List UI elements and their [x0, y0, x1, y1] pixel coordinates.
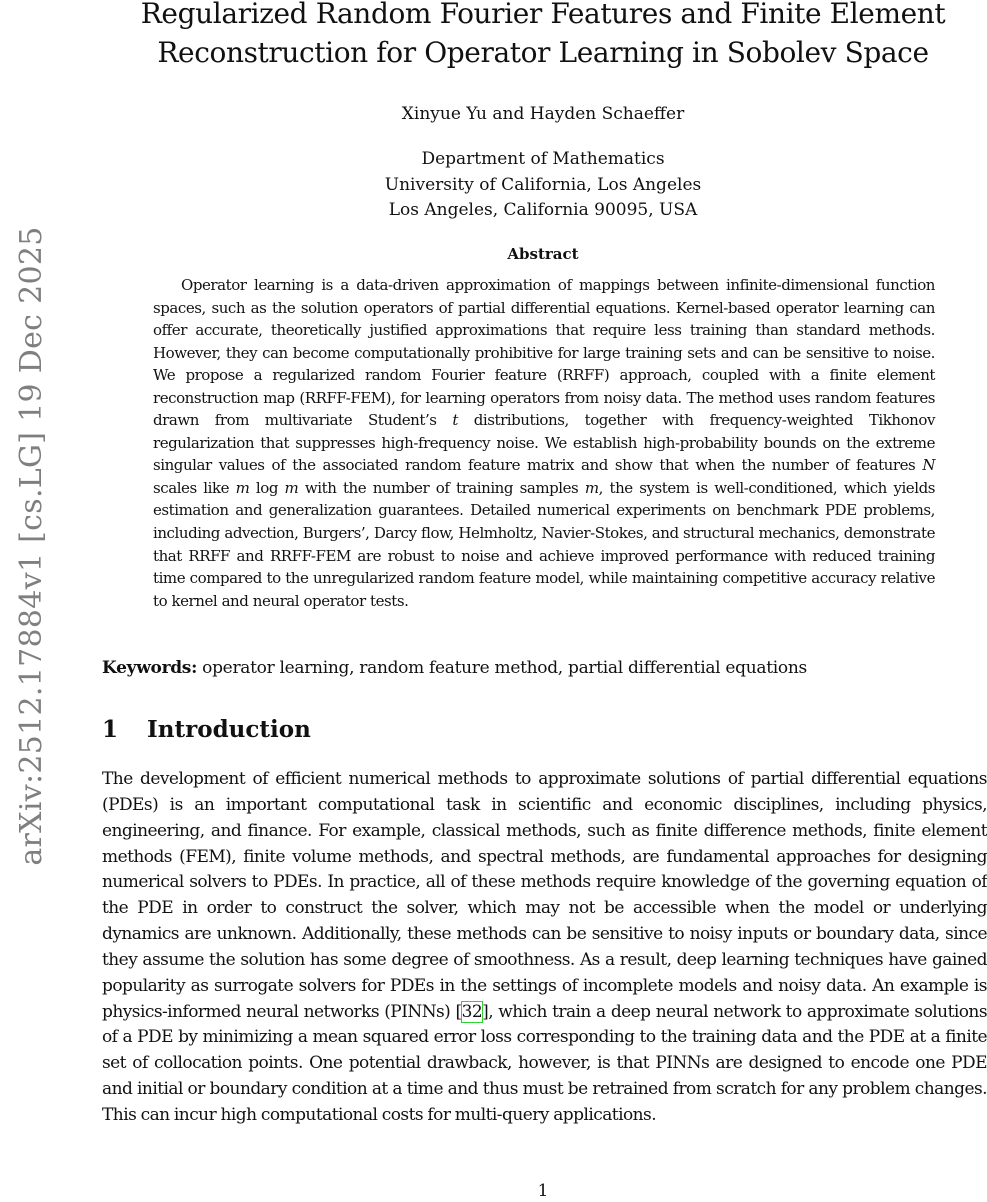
paper-title-line-1: Regularized Random Fourier Features and Finite Element [140, 0, 946, 30]
abstract-text: distributions, together with frequency-weighted Tikhonov regularization that suppresses high-frequency noise. We establish high-probability bounds on the extreme singular values of the associated random feature matrix and show that when the number of features [153, 411, 935, 475]
page-number: 1 [537, 1181, 549, 1201]
math-variable-m: m [235, 478, 250, 497]
abstract-heading: Abstract [507, 245, 579, 263]
abstract-text: with the number of training samples [298, 478, 585, 497]
section-heading-introduction [102, 714, 702, 746]
math-log-operator: log [249, 478, 285, 497]
section-title: Introduction [147, 716, 311, 743]
intro-text: The development of efficient numerical methods to approximate solutions of partial differential equations (PDEs) is an important computational task in scientific and economic disciplines, including physics, engineering, and finance. For example, classical methods, such as finite difference methods, finite element methods (FEM), finite volume methods, and spectral methods, are fundamental approaches for designing numerical solvers to PDEs. In practice, all of these methods require knowledge of the governing equation of the PDE in order to construct the solver, which may not be accessible when the model or underlying dynamics are unknown. Additionally, these methods can be sensitive to noisy inputs or boundary data, since they assume the solution has some degree of smoothness. As a result, deep learning techniques have gained popularity as surrogate solvers for PDEs in the settings of incomplete models and noisy data. An example is physics-informed neural networks (PINNs) [ [102, 769, 987, 1022]
math-variable-m: m [284, 478, 299, 497]
math-variable-n: N [922, 456, 935, 475]
abstract-text: , the system is well-conditioned, which yields estimation and generalization guarantees. Detailed numerical experiments on benchmark PDE problems, including advection, Burgers’, Darcy flow, Helmholtz, Navier-Stokes, and structural mechanics, demonstrate that RRFF and RRFF-FEM are robust to noise and achieve improved performance with reduced training time compared to the unregularized random feature model, while maintaining competitive accuracy relative to kernel and neural operator tests. [153, 478, 935, 610]
introduction-paragraph [102, 767, 987, 1129]
section-number: 1 [102, 716, 119, 743]
abstract-text: Operator learning is a data-driven approximation of mappings between infinite-dimensional function spaces, such as the solution operators of partial differential equations. Kernel-based operator learning can offer accurate, theoretically justified approximations that require less training than standard methods. However, they can become computationally prohibitive for large training sets and can be sensitive to noise. We propose a regularized random Fourier feature (RRFF) approach, coupled with a finite element reconstruction map (RRFF-FEM), for learning operators from noisy data. The method uses random features drawn from multivariate Student’s [153, 276, 935, 430]
citation-link[interactable]: 32 [461, 1001, 483, 1022]
keywords-line [102, 656, 962, 680]
keywords-text: operator learning, random feature method, partial differential equations [197, 658, 807, 678]
math-variable-t: t [452, 411, 458, 430]
keywords-label: Keywords: [102, 658, 198, 678]
affiliation-address: Los Angeles, California 90095, USA [388, 200, 698, 220]
intro-text: ], which train a deep neural network to approximate solutions of a PDE by minimizing a mean squared error loss corresponding to the training data and the PDE at a finite set of collocation points. One potential drawback, however, is that PINNs are designed to encode one PDE and initial or boundary condition at a time and thus must be retrained from scratch for any problem changes. This can incur high computational costs for multi-query applications. [102, 1001, 987, 1125]
abstract-paragraph [153, 274, 935, 612]
arxiv-identifier-stamp: arXiv:2512.17884v1 [cs.LG] 19 Dec 2025 [14, 226, 49, 866]
math-variable-m: m [584, 478, 599, 497]
affiliation-department: Department of Mathematics [421, 149, 665, 169]
author-list: Xinyue Yu and Hayden Schaeffer [401, 104, 685, 124]
paper-title-line-2: Reconstruction for Operator Learning in Sobolev Space [157, 36, 929, 69]
affiliation-university: University of California, Los Angeles [384, 175, 702, 195]
abstract-text: scales like [153, 478, 236, 497]
